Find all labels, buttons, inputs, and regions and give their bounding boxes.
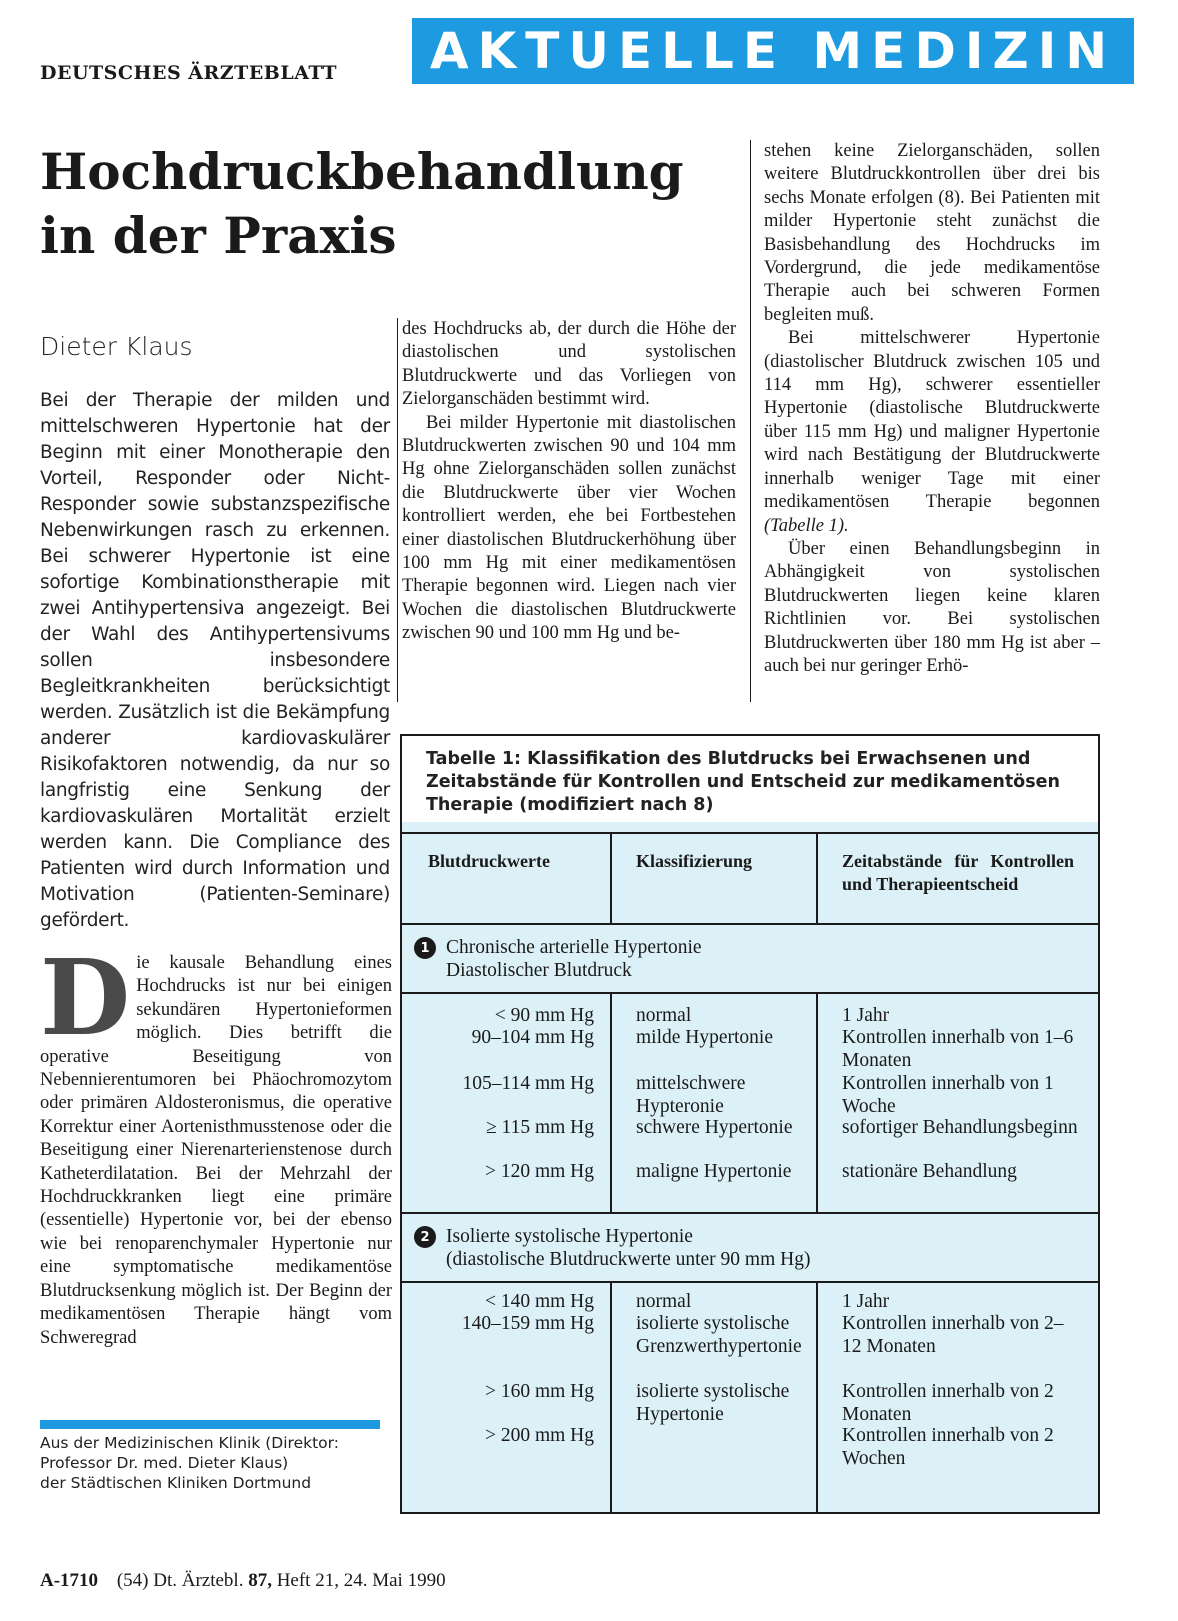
table-cell-value: 140–159 mm Hg (461, 1313, 594, 1334)
section-2-heading (414, 1225, 810, 1271)
table-reference: (Tabelle 1). (764, 515, 849, 536)
column-rule-2 (750, 140, 751, 702)
table-header-top-rule (402, 832, 1098, 834)
section-2-rule (402, 1281, 1098, 1283)
table-header-bottom-rule (402, 923, 1098, 925)
section-1-end-rule (402, 1212, 1098, 1214)
section-1-line-1: Chronische arterielle Hypertonie (446, 937, 702, 958)
table-cell-interval: Kontrollen innerhalb von 1 Woche (842, 1073, 1054, 1117)
table-cell-interval: Kontrollen innerhalb von 2 Wochen (842, 1425, 1054, 1469)
column-1-text: ie kausale Behandlung eines Hochdrucks ist nur bei einigen sekundären Hypertonieformen möglich. Dies betrifft die operative Beseitigung von Nebennierentumoren bei Phäochromozytom oder primären Aldosteronismus, die operative Korrektur einer Aortenisthmusstenose oder die Beseitigung einer Nierenarterienstenose durch Katheterdilatation. Bei der Mehrzahl der Hochdruckkranken liegt eine primäre (essentielle) Hypertonie vor, bei der ebenso wie bei renoparenchymaler Hypertonie nur eine symptomatische medikamentöse Blutdrucksenkung möglich ist. Der Beginn der medikamentösen Therapie hängt vom Schweregrad (40, 953, 392, 1348)
table-cell-class: maligne Hypertonie (636, 1161, 792, 1182)
table-cell-interval: Kontrollen innerhalb von 2 Monaten (842, 1381, 1054, 1425)
section-1-heading (414, 936, 702, 982)
section-2-divider-2 (816, 1281, 818, 1512)
table-cell-value: 105–114 mm Hg (462, 1073, 594, 1094)
table-cell-value: 90–104 mm Hg (471, 1027, 594, 1048)
section-1-divider-2 (816, 992, 818, 1214)
section-1-number: 1 (414, 937, 436, 959)
header-divider-2 (816, 832, 818, 925)
table-cell-value: < 140 mm Hg (484, 1291, 594, 1312)
volume: 87, (248, 1570, 272, 1591)
drop-cap: D (40, 936, 131, 1059)
table-cell-value: ≥ 115 mm Hg (485, 1117, 594, 1138)
table-cell-value: > 200 mm Hg (484, 1425, 594, 1446)
table-cell-class: milde Hypertonie (636, 1027, 774, 1048)
column-3-paragraph-2 (764, 327, 1100, 538)
section-2-divider-1 (610, 1281, 612, 1512)
abstract: Bei der Therapie der milden und mittelschweren Hypertonie hat der Beginn mit einer Monotherapie den Vorteil, Responder oder Nicht-Responder sowie substanzspezifische Nebenwirkungen rasch zu erkennen. Bei schwerer Hypertonie ist eine sofortige Kombinationstherapie mit zwei Antihypertensiva angezeigt. Bei der Wahl des Antihypertensivums sollen insbesondere Begleitkrankheiten berücksichtigt werden. Zusätzlich ist die Bekämpfung anderer kardiovaskulärer Risikofaktoren notwendig, da nur so langfristig eine Senkung der kardiovaskulären Mortalität erzielt werden kann. Die Compliance des Patienten wird durch Information und Motivation (Patienten-Seminare) gefördert. (40, 390, 390, 931)
table-cell-interval: 1 Jahr (842, 1291, 890, 1312)
table-1 (400, 734, 1100, 1514)
affiliation-rule (40, 1420, 380, 1429)
column-3-paragraph-3: Über einen Behandlungsbeginn in Abhängigkeit von systolischen Blutdruckwerten liegen keine klaren Richtlinien vor. Bei systolischen Blutdruckwerten über 180 mm Hg ist aber – auch bei nur geringer Erhö- (764, 538, 1100, 676)
section-2-line-2: (diastolische Blutdruckwerte unter 90 mm Hg) (446, 1249, 811, 1270)
table-cell-class: normal (636, 1005, 692, 1026)
column-1-body (40, 936, 392, 1350)
column-2-paragraph-1: des Hochdrucks ab, der durch die Höhe der diastolischen und systolischen Blutdruckwerte und das Vorliegen von Zielorganschäden bestimmt wird. (402, 319, 736, 410)
section-2-line-1: Isolierte systolische Hypertonie (446, 1226, 693, 1247)
citation-pre: (54) Dt. Ärztebl. (116, 1570, 244, 1591)
journal-name: DEUTSCHES ÄRZTEBLATT (40, 62, 338, 84)
affiliation (40, 1433, 400, 1493)
table-caption: Tabelle 1: Klassifikation des Blutdrucks bei Erwachsenen und Zeitabstände für Kontrollen und Entscheid zur medikamentösen Therapie (modifiziert nach 8) (402, 736, 1098, 822)
section-1-line-2: Diastolischer Blutdruck (446, 960, 632, 981)
column-rule-1 (397, 318, 398, 702)
table-cell-class: schwere Hypertonie (636, 1117, 793, 1138)
column-2 (402, 318, 736, 646)
page-footer (40, 1570, 446, 1592)
table-cell-class: mittelschwere Hypteronie (636, 1073, 746, 1117)
section-1-divider-1 (610, 992, 612, 1214)
affiliation-line-3: der Städtischen Kliniken Dortmund (40, 1474, 312, 1492)
affiliation-line-1: Aus der Medizinischen Klinik (Direktor: (40, 1434, 339, 1452)
header-blutdruckwerte: Blutdruckwerte (428, 851, 550, 871)
title-line-1: Hochdruckbehandlung (40, 142, 684, 201)
table-cell-class: normal (636, 1291, 692, 1312)
table-cell-value: > 120 mm Hg (484, 1161, 594, 1182)
header-zeitabstaende: Zeitabstände für Kontrollen und Therapieentscheid (842, 851, 1074, 894)
section-2-number: 2 (414, 1226, 436, 1248)
table-cell-class: isolierte systolische Hypertonie (636, 1381, 790, 1425)
citation-post: Heft 21, 24. Mai 1990 (276, 1570, 446, 1591)
table-cell-value: > 160 mm Hg (484, 1381, 594, 1402)
page-number: A-1710 (40, 1570, 99, 1591)
section-1-rule (402, 992, 1098, 994)
table-cell-interval: 1 Jahr (842, 1005, 890, 1026)
column-3-paragraph-1: stehen keine Zielorganschäden, sollen weitere Blutdruckkontrollen über drei bis sechs Monate erfolgen (8). Bei Patienten mit milder Hypertonie steht zunächst die Basisbehandlung des Hochdrucks im Vordergrund, die jede medikamentöse Therapie auch bei schweren Formen begleiten muß. (764, 141, 1100, 325)
table-cell-interval: sofortiger Behandlungsbeginn (842, 1117, 1078, 1138)
title-line-2: in der Praxis (40, 206, 397, 265)
header-divider-1 (610, 832, 612, 925)
table-cell-class: isolierte systolische Grenzwerthypertonie (636, 1313, 802, 1357)
column-3-paragraph-2-text: Bei mittelschwerer Hypertonie (diastolischer Blutdruck zwischen 105 und 114 mm Hg), schwerer essentieller Hypertonie (diastolische Blutdruckwerte über 115 mm Hg) und maligner Hypertonie wird nach Bestätigung der Blutdruckwerte innerhalb weniger Tage mit einer medikamentösen Therapie begonnen (764, 328, 1100, 513)
table-cell-interval: stationäre Behandlung (842, 1161, 1017, 1182)
affiliation-line-2: Professor Dr. med. Dieter Klaus) (40, 1454, 289, 1472)
header-klassifizierung: Klassifizierung (636, 851, 752, 871)
article-title (40, 140, 684, 268)
section-banner: AKTUELLE MEDIZIN (412, 18, 1134, 84)
table-cell-interval: Kontrollen innerhalb von 1–6 Monaten (842, 1027, 1074, 1071)
table-cell-value: < 90 mm Hg (494, 1005, 594, 1026)
table-cell-interval: Kontrollen innerhalb von 2–12 Monaten (842, 1313, 1064, 1357)
column-3 (764, 140, 1100, 678)
author: Dieter Klaus (40, 332, 193, 361)
column-2-paragraph-2: Bei milder Hypertonie mit diastolischen Blutdruckwerten zwischen 90 und 104 mm Hg ohne Zielorganschäden sollen zunächst die Blutdruckwerte über vier Wochen kontrolliert werden, ehe bei Fortbestehen einer diastolischen Blutdruckerhöhung über 100 mm Hg mit einer medikamentösen Therapie begonnen wird. Liegen nach vier Wochen die diastolischen Blutdruckwerte zwischen 90 und 100 mm Hg und be- (402, 412, 736, 644)
